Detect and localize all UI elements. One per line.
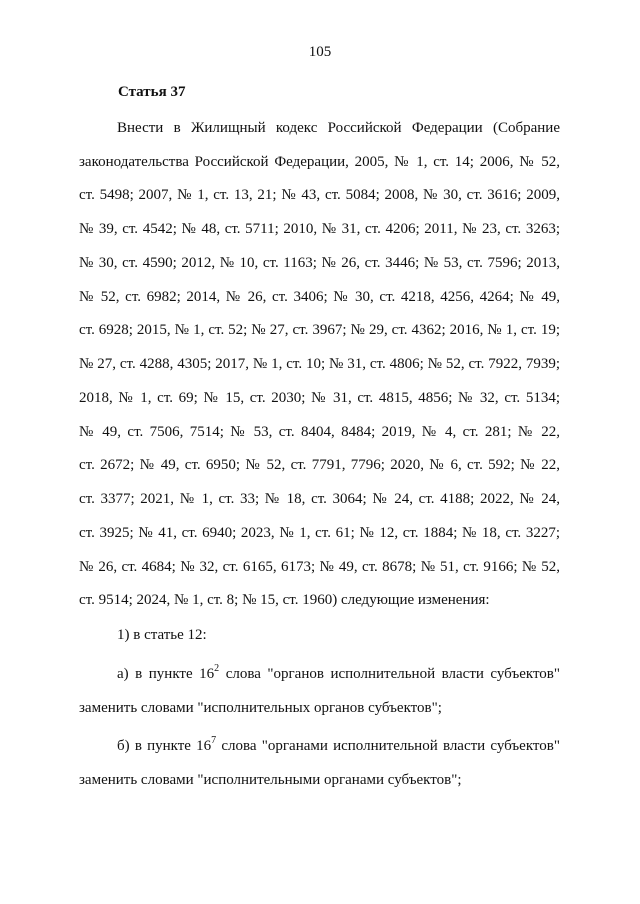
page-number: 105: [308, 44, 332, 60]
paragraph-line: № 39, ст. 4542; № 48, ст. 5711; 2010, № 31, ст. 4206; 2011, № 23, ст. 3263;: [79, 221, 560, 237]
paragraph-line: ст. 6928; 2015, № 1, ст. 52; № 27, ст. 3967; № 29, ст. 4362; 2016, № 1, ст. 19;: [79, 322, 560, 338]
paragraph-line: № 30, ст. 4590; 2012, № 10, ст. 1163; № 26, ст. 3446; № 53, ст. 7596; 2013,: [79, 255, 560, 271]
subpoint-a-prefix: а) в пункте 16: [117, 666, 215, 682]
subpoint-a-line: [117, 665, 560, 683]
paragraph-line: № 52, ст. 6982; 2014, № 26, ст. 3406; № 30, ст. 4218, 4256, 4264; № 49,: [79, 289, 560, 305]
paragraph-line: № 26, ст. 4684; № 32, ст. 6165, 6173; № 49, ст. 8678; № 51, ст. 9166; № 52,: [79, 559, 560, 575]
paragraph-line: 2018, № 1, ст. 69; № 15, ст. 2030; № 31, ст. 4815, 4856; № 32, ст. 5134;: [79, 390, 560, 406]
subpoint-b-line: [117, 737, 560, 755]
paragraph-line: ст. 3925; № 41, ст. 6940; 2023, № 1, ст. 61; № 12, ст. 1884; № 18, ст. 3227;: [79, 525, 560, 541]
subpoint-b-text: слова "органами исполнительной власти субъектов": [216, 738, 560, 754]
paragraph-line: № 49, ст. 7506, 7514; № 53, ст. 8404, 8484; 2019, № 4, ст. 281; № 22,: [79, 424, 560, 440]
superscript: 2: [214, 663, 220, 674]
paragraph-line: ст. 9514; 2024, № 1, ст. 8; № 15, ст. 1960) следующие изменения:: [79, 592, 490, 608]
paragraph-line: № 27, ст. 4288, 4305; 2017, № 1, ст. 10; № 31, ст. 4806; № 52, ст. 7922, 7939;: [79, 356, 560, 372]
subpoint-b-prefix: б) в пункте 16: [117, 738, 212, 754]
paragraph-line: ст. 5498; 2007, № 1, ст. 13, 21; № 43, ст. 5084; 2008, № 30, ст. 3616; 2009,: [79, 187, 560, 203]
paragraph-line: законодательства Российской Федерации, 2005, № 1, ст. 14; 2006, № 52,: [79, 154, 560, 170]
subpoint-a-text: слова "органов исполнительной власти субъектов": [219, 666, 561, 682]
article-heading: Статья 37: [118, 84, 186, 100]
superscript: 7: [211, 735, 217, 746]
point-1: 1) в статье 12:: [117, 627, 207, 643]
subpoint-b-continuation: заменить словами "исполнительными органами субъектов";: [79, 772, 462, 788]
paragraph-line: ст. 2672; № 49, ст. 6950; № 52, ст. 7791, 7796; 2020, № 6, ст. 592; № 22,: [79, 457, 560, 473]
paragraph-line: ст. 3377; 2021, № 1, ст. 33; № 18, ст. 3064; № 24, ст. 4188; 2022, № 24,: [79, 491, 560, 507]
subpoint-a-continuation: заменить словами "исполнительных органов субъектов";: [79, 700, 442, 716]
paragraph-line: Внести в Жилищный кодекс Российской Федерации (Собрание: [117, 120, 560, 136]
